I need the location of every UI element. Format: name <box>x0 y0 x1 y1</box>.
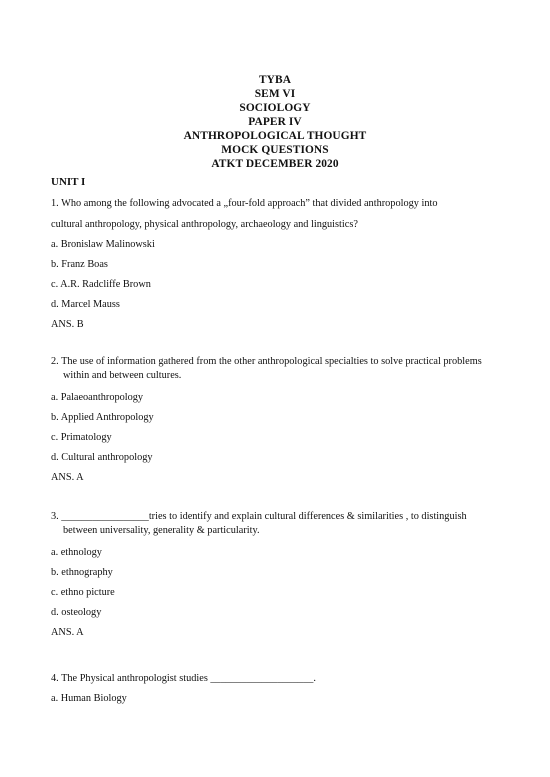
question-text <box>51 355 511 382</box>
option-c: c. Primatology <box>51 432 112 443</box>
header-line: TYBA <box>258 74 292 86</box>
option-list <box>51 543 511 623</box>
question-text-line: 4. The Physical anthropologist studies ____________________. <box>51 673 316 684</box>
question-1 <box>51 193 511 335</box>
question-text <box>51 668 511 689</box>
option-b: b. Franz Boas <box>51 259 108 270</box>
option-b: b. Applied Anthropology <box>51 412 154 423</box>
header-line: SOCIOLOGY <box>239 102 311 114</box>
document-header <box>0 73 550 171</box>
option-a: a. Palaeoanthropology <box>51 392 144 403</box>
header-line: MOCK QUESTIONS <box>221 144 329 156</box>
question-text-line: within and between cultures. <box>63 369 182 381</box>
option-list <box>51 235 511 315</box>
header-line: SEM VI <box>254 88 296 100</box>
option-a: a. ethnology <box>51 547 102 558</box>
option-b: b. ethnography <box>51 567 113 578</box>
header-line: ATKT DECEMBER 2020 <box>211 158 339 170</box>
question-text <box>51 510 511 537</box>
question-text-line: 1. Who among the following advocated a „four-fold approach” that divided anthropology into <box>51 198 438 209</box>
question-3 <box>51 510 511 643</box>
question-text-line: 2. The use of information gathered from the other anthropological specialties to solve practical problems <box>51 356 482 367</box>
answer: ANS. A <box>51 472 84 483</box>
question-text-line: between universality, generality & particularity. <box>63 524 260 536</box>
option-list <box>51 689 511 709</box>
option-d: d. Marcel Mauss <box>51 299 120 310</box>
question-text-line: cultural anthropology, physical anthropology, archaeology and linguistics? <box>51 219 358 230</box>
question-2 <box>51 355 511 488</box>
question-text-line: 3. _________________tries to identify and explain cultural differences & similarities , to distinguish <box>51 511 467 522</box>
question-text <box>51 193 511 235</box>
option-a: a. Bronislaw Malinowski <box>51 239 155 250</box>
header-line: ANTHROPOLOGICAL THOUGHT <box>183 130 367 142</box>
answer: ANS. A <box>51 627 84 638</box>
question-4 <box>51 668 511 709</box>
option-a: a. Human Biology <box>51 693 127 704</box>
unit-heading: UNIT I <box>51 176 86 188</box>
option-list <box>51 388 511 468</box>
header-line: PAPER IV <box>248 116 302 128</box>
option-c: c. ethno picture <box>51 587 115 598</box>
option-d: d. osteology <box>51 607 102 618</box>
answer: ANS. B <box>51 319 84 330</box>
option-c: c. A.R. Radcliffe Brown <box>51 279 151 290</box>
option-d: d. Cultural anthropology <box>51 452 153 463</box>
